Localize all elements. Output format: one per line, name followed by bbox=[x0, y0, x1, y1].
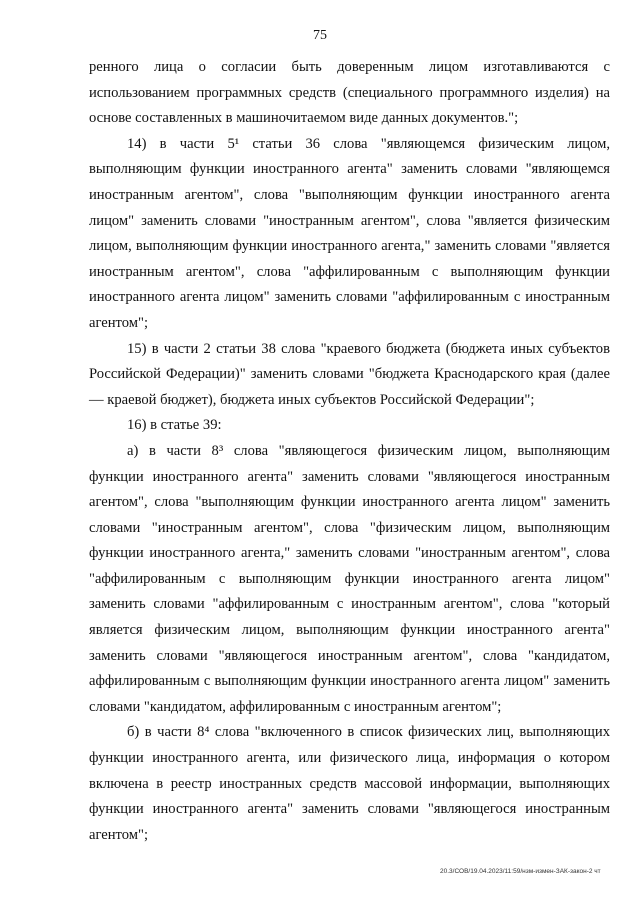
paragraph-item-16b: б) в части 8⁴ слова "включенного в список физических лиц, выполняющих функции иностранного агента, или физического лица, информация о котором включена в реестр иностранных средств массовой информации, выполняющих функции иностранного агента" заменить словами "являющегося иностранным агентом"; bbox=[89, 724, 610, 843]
paragraph-item-16a: а) в части 8³ слова "являющегося физическим лицом, выполняющим функции иностранного агента" заменить словами "являющегося иностранным агентом", слова "выполняющим функции иностранного агента лицом" заменить словами "иностранным агентом", слова "физическим лицом, выполняющим функции иностранного агента," заменить словами "иностранным агентом", слова "аффилированным с выполняющим функции иностранного агента лицом" заменить словами "аффилированным с иностранным агентом", слова "который является физическим лицом, выполняющим функции иностранного агента" заменить словами "являющегося иностранным агентом", слова "кандидатом, аффилированным с выполняющим функции иностранного агента лицом" заменить словами "кандидатом, аффилированным с иностранным агентом"; bbox=[89, 442, 610, 715]
paragraph-continuation: ренного лица о согласии быть доверенным лицом изготавливаются с использованием программных средств (специального программного изделия) на основе составленных в машиночитаемом виде данных документов."; bbox=[89, 59, 610, 127]
document-footer-code: 20.3/СОВ/19.04.2023/11:59/нзм-измен-ЗАК-закон-2 чт bbox=[440, 868, 601, 875]
document-body bbox=[89, 55, 610, 848]
page-number: 75 bbox=[313, 28, 327, 43]
paragraph-item-14: 14) в части 5¹ статьи 36 слова "являющемся физическим лицом, выполняющим функции иностранного агента" заменить словами "являющемся иностранным агентом", слова "выполняющим функции иностранного агента лицом" заменить словами "иностранным агентом", слова "является физическим лицом, выполняющим функции иностранного агента," заменить словами "является иностранным агентом", слова "аффилированным с выполняющим функции иностранного агента лицом" заменить словами "аффилированным с иностранным агентом"; bbox=[89, 135, 610, 331]
paragraph-item-16: 16) в статье 39: bbox=[127, 417, 222, 434]
paragraph-item-15: 15) в части 2 статьи 38 слова "краевого бюджета (бюджета иных субъектов Российской Федерации)" заменить словами "бюджета Краснодарского края (далее — краевой бюджет), бюджета иных субъектов Российской Федерации"; bbox=[89, 340, 610, 408]
